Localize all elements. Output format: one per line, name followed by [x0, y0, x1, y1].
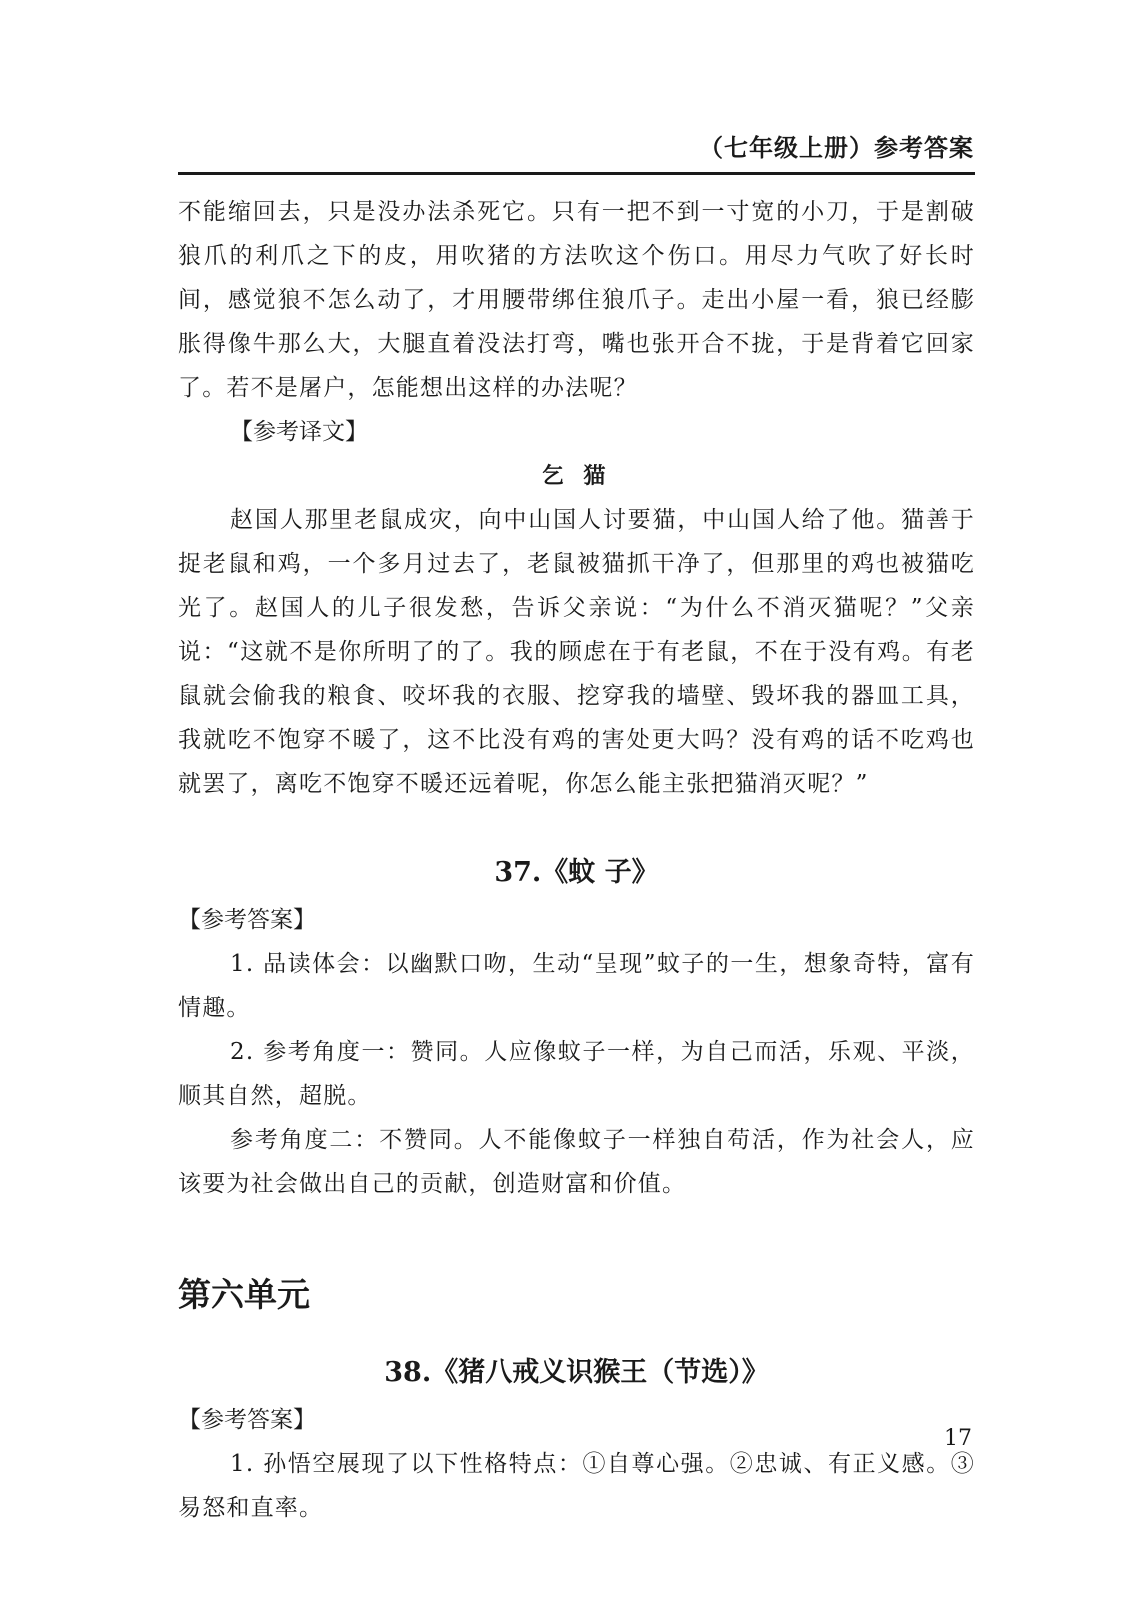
spacer — [178, 1206, 975, 1270]
section-37-title: 37.《蚊 子》 — [494, 857, 659, 888]
page-content — [178, 190, 975, 1530]
section-38-answer-1: 1. 孙悟空展现了以下性格特点：①自尊心强。②忠诚、有正义感。③易怒和直率。 — [178, 1451, 975, 1521]
page-number: 17 — [944, 1426, 972, 1451]
running-header: （七年级上册）参考答案 — [699, 134, 974, 162]
spacer — [178, 806, 975, 848]
translation-title: 乞 猫 — [541, 463, 612, 489]
section-38-answer-tag: 【参考答案】 — [178, 1407, 316, 1433]
translation-tag: 【参考译文】 — [230, 419, 368, 445]
section-38-title: 38.《猪八戒义识猴王（节选）》 — [384, 1357, 769, 1388]
spacer — [178, 1320, 975, 1348]
section-37-answer-3: 参考角度二：不赞同。人不能像蚊子一样独自苟活，作为社会人，应该要为社会做出自己的贡献，创造财富和价值。 — [178, 1127, 975, 1197]
paragraph-translation-text: 赵国人那里老鼠成灾，向中山国人讨要猫，中山国人给了他。猫善于捉老鼠和鸡，一个多月过去了，老鼠被猫抓干净了，但那里的鸡也被猫吃光了。赵国人的儿子很发愁，告诉父亲说：“为什么不消灭猫呢？”父亲说：“这就不是你所明了的了。我的顾虑在于有老鼠，不在于没有鸡。有老鼠就会偷我的粮食、咬坏我的衣服、挖穿我的墙壁、毁坏我的器皿工具，我就吃不饱穿不暖了，这不比没有鸡的害处更大吗？没有鸡的话不吃鸡也就罢了，离吃不饱穿不暖还远着呢，你怎么能主张把猫消灭呢？” — [178, 507, 975, 797]
section-37-answer-1: 1. 品读体会：以幽默口吻，生动“呈现”蚊子的一生，想象奇特，富有情趣。 — [178, 951, 975, 1021]
unit-title: 第六单元 — [178, 1275, 310, 1314]
section-37-answer-tag: 【参考答案】 — [178, 907, 316, 933]
section-37-answer-2: 2. 参考角度一：赞同。人应像蚊子一样，为自己而活，乐观、平淡，顺其自然，超脱。 — [178, 1039, 975, 1109]
paragraph-translation-continued: 不能缩回去，只是没办法杀死它。只有一把不到一寸宽的小刀，于是割破狼爪的利爪之下的皮，用吹猪的方法吹这个伤口。用尽力气吹了好长时间，感觉狼不怎么动了，才用腰带绑住狼爪子。走出小屋一看，狼已经膨胀得像牛那么大，大腿直着没法打弯，嘴也张开合不拢，于是背着它回家了。若不是屠户，怎能想出这样的办法呢？ — [178, 199, 975, 401]
header-rule — [178, 172, 975, 175]
